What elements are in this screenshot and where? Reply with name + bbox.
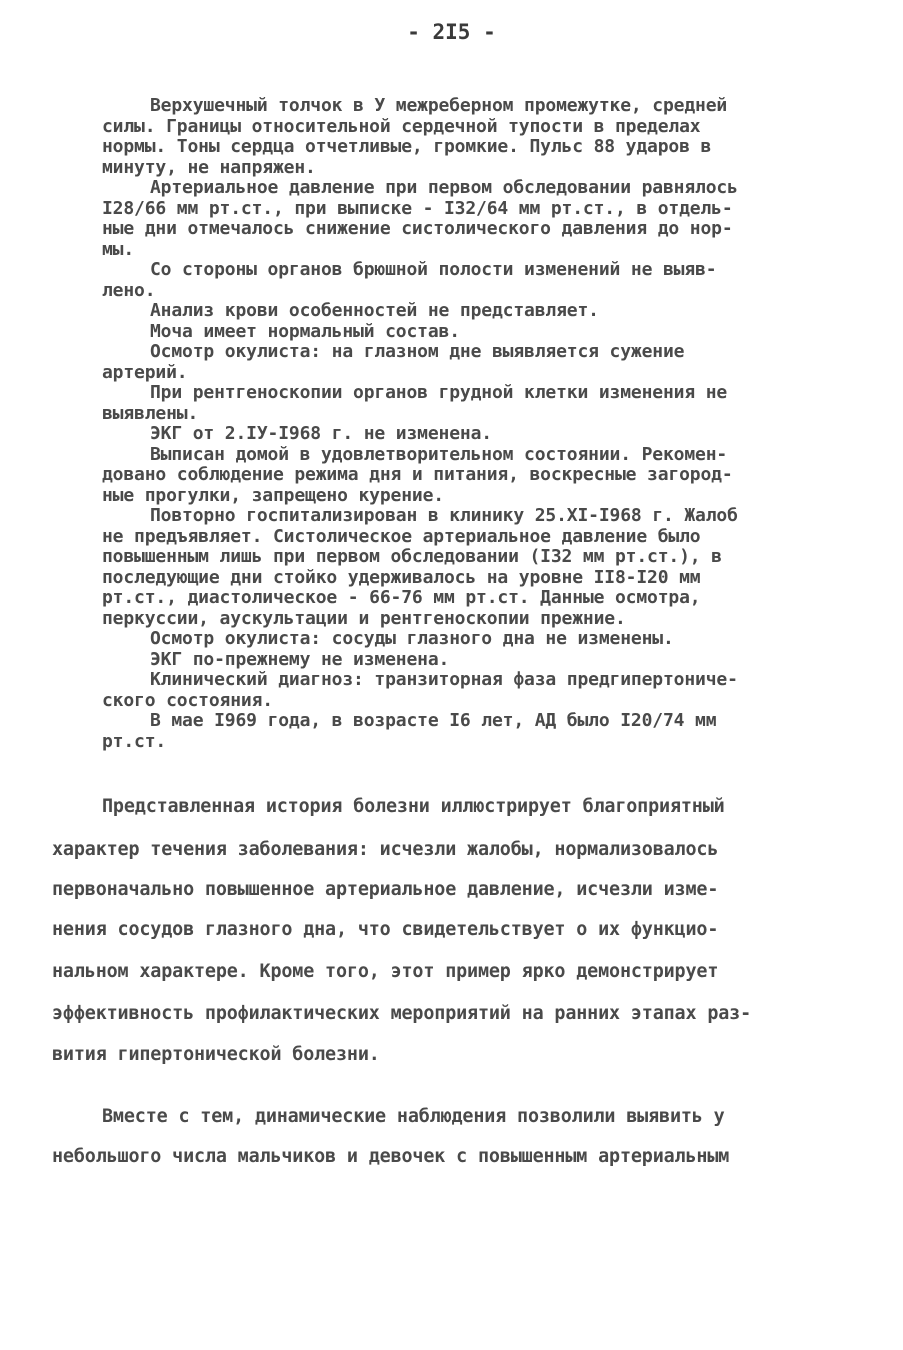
text-line: I28/66 мм рт.ст., при выписке - I32/64 мм рт.ст., в отдель- bbox=[102, 197, 733, 219]
text-line: ЭКГ от 2.IУ-I968 г. не изменена. bbox=[150, 423, 492, 444]
text-line: довано соблюдение режима дня и питания, воскресные загород- bbox=[102, 464, 733, 485]
text-line: ского состояния. bbox=[102, 689, 273, 711]
text-line: Артериальное давление при первом обследовании равнялось bbox=[150, 177, 738, 198]
text-line: Клинический диагноз: транзиторная фаза предгипертониче- bbox=[150, 669, 738, 690]
text-line: последующие дни стойко удерживалось на уровне II8-I20 мм bbox=[102, 566, 701, 588]
text-line: рт.ст. bbox=[102, 730, 167, 752]
text-line: характер течения заболевания: исчезли жалобы, нормализовалось bbox=[52, 839, 719, 860]
text-line: нения сосудов глазного дна, что свидетельствует о их функцио- bbox=[52, 919, 719, 940]
text-line: Верхушечный толчок в У межреберном промежутке, средней bbox=[150, 95, 728, 116]
text-line: Вместе с тем, динамические наблюдения позволили выявить у bbox=[102, 1106, 725, 1127]
text-line: минуту, не напряжен. bbox=[102, 156, 316, 178]
text-line: Выписан домой в удовлетворительном состоянии. Рекомен- bbox=[150, 443, 728, 465]
text-line: Осмотр окулиста: сосуды глазного дна не изменены. bbox=[150, 628, 674, 649]
text-line: В мае I969 года, в возрасте I6 лет, АД было I20/74 мм bbox=[150, 710, 717, 731]
text-line: Представленная история болезни иллюстрирует благоприятный bbox=[102, 796, 725, 817]
text-line: первоначально повышенное артериальное давление, исчезли изме- bbox=[52, 879, 719, 900]
text-line: Анализ крови особенностей не представляет. bbox=[150, 300, 599, 321]
text-line: небольшого числа мальчиков и девочек с повышенным артериальным bbox=[52, 1146, 730, 1167]
text-line: нормы. Тоны сердца отчетливые, громкие. Пульс 88 ударов в bbox=[102, 136, 712, 157]
text-line: лено. bbox=[102, 279, 156, 301]
text-line: рт.ст., диастолическое - 66-76 мм рт.ст. Данные осмотра, bbox=[102, 587, 701, 608]
text-line: Осмотр окулиста: на глазном дне выявляется сужение bbox=[150, 341, 685, 362]
text-line: выявлены. bbox=[102, 402, 199, 424]
text-line: артерий. bbox=[102, 361, 188, 383]
text-line: перкуссии, аускультации и рентгеноскопии прежние. bbox=[102, 607, 626, 629]
text-line: При рентгеноскопии органов грудной клетки изменения не bbox=[150, 382, 728, 403]
text-line: ные дни отмечалось снижение систолического давления до нор- bbox=[102, 218, 733, 239]
text-line: Моча имеет нормальный состав. bbox=[150, 320, 460, 342]
text-line: силы. Границы относительной сердечной тупости в пределах bbox=[102, 115, 701, 137]
text-line: ЭКГ по-прежнему не изменена. bbox=[150, 648, 450, 670]
text-line: ные прогулки, запрещено курение. bbox=[102, 484, 444, 506]
page-number: - 2I5 - bbox=[407, 20, 496, 44]
text-line: Повторно госпитализирован в клинику 25.XI-I968 г. Жалоб bbox=[150, 505, 738, 526]
text-line: не предъявляет. Систолическое артериальное давление было bbox=[102, 525, 701, 547]
text-line: вития гипертонической болезни. bbox=[52, 1044, 380, 1065]
text-line: нальном характере. Кроме того, этот пример ярко демонстрирует bbox=[52, 961, 719, 982]
text-line: повышенным лишь при первом обследовании (I32 мм рт.ст.), в bbox=[102, 546, 722, 567]
text-line: мы. bbox=[102, 238, 135, 260]
text-line: эффективность профилактических мероприятий на ранних этапах раз- bbox=[52, 1003, 752, 1024]
text-line: Со стороны органов брюшной полости изменений не выяв- bbox=[150, 259, 717, 280]
